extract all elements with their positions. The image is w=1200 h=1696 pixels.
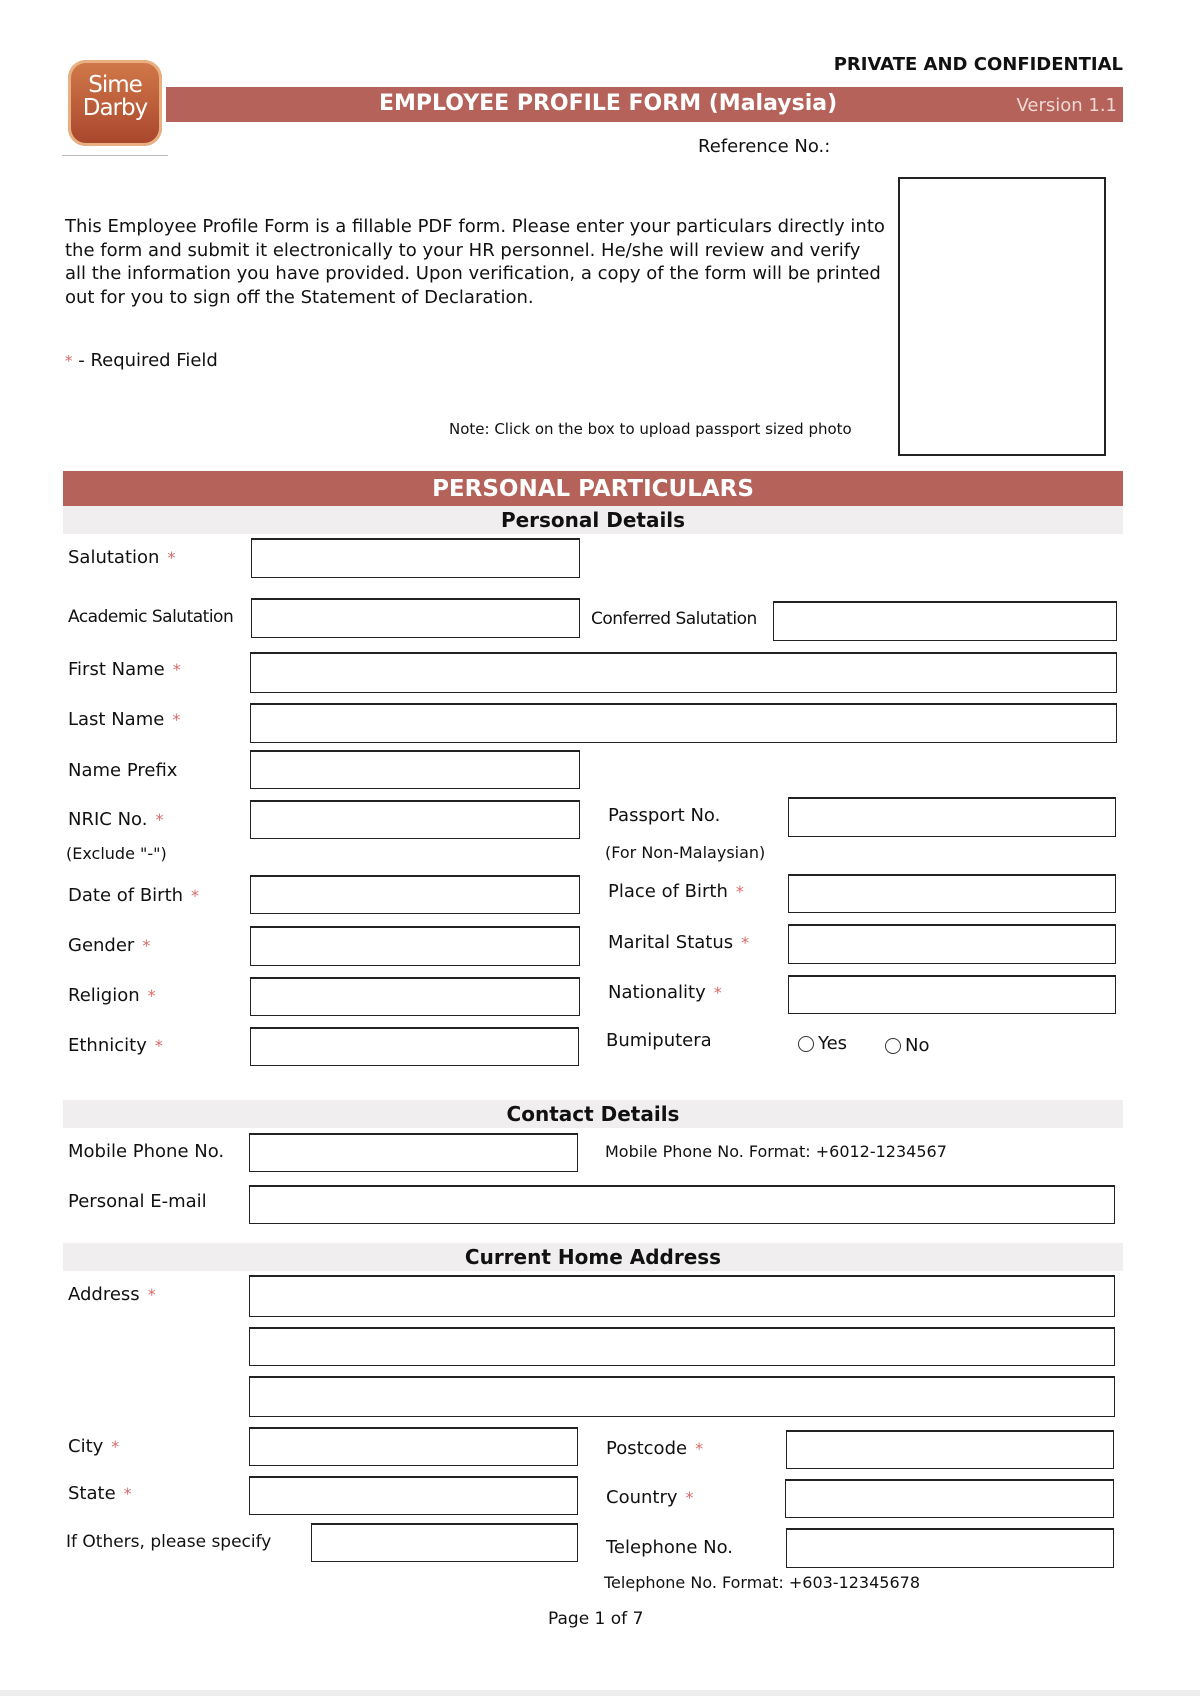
state-input[interactable] xyxy=(249,1476,578,1515)
section-title: PERSONAL PARTICULARS xyxy=(432,476,754,502)
page-number: Page 1 of 7 xyxy=(548,1609,644,1629)
reference-no-label: Reference No.: xyxy=(698,136,831,157)
others-input[interactable] xyxy=(311,1523,578,1562)
nationality-input[interactable] xyxy=(788,975,1116,1014)
bumiputera-yes-radio[interactable]: Yes xyxy=(798,1033,847,1054)
photo-note: Note: Click on the box to upload passport sized photo xyxy=(449,420,852,438)
nric-note: (Exclude "-") xyxy=(66,844,167,863)
first-name-input[interactable] xyxy=(250,652,1117,693)
intro-paragraph: This Employee Profile Form is a fillable PDF form. Please enter your particulars directly into the form and submit it electronically to your HR personnel. He/she will review and verify all the information you have provided. Upon verification, a copy of the form will be printed out for you to sign off the Statement of Declaration. xyxy=(65,216,885,308)
name-prefix-input[interactable] xyxy=(250,750,580,789)
state-label: State * xyxy=(68,1483,132,1504)
confidential-label: PRIVATE AND CONFIDENTIAL xyxy=(833,54,1123,75)
personal-particulars-bar xyxy=(63,471,1123,508)
religion-input[interactable] xyxy=(250,977,580,1016)
nationality-label: Nationality * xyxy=(608,982,722,1003)
passport-input[interactable] xyxy=(788,797,1116,837)
passport-note: (For Non-Malaysian) xyxy=(605,843,766,862)
ethnicity-label: Ethnicity * xyxy=(68,1035,163,1056)
country-input[interactable] xyxy=(785,1479,1114,1518)
conferred-salutation-label: Conferred Salutation xyxy=(591,609,757,629)
telephone-input[interactable] xyxy=(786,1528,1114,1568)
required-asterisk: * xyxy=(65,352,73,370)
mobile-input[interactable] xyxy=(249,1133,578,1172)
email-input[interactable] xyxy=(249,1185,1115,1224)
academic-salutation-label: Academic Salutation xyxy=(68,607,234,627)
postcode-input[interactable] xyxy=(786,1430,1114,1469)
page-bottom-edge xyxy=(0,1690,1200,1696)
sime-darby-logo xyxy=(68,60,162,146)
marital-status-input[interactable] xyxy=(788,924,1116,964)
gender-label: Gender * xyxy=(68,935,151,956)
radio-circle-icon xyxy=(885,1038,901,1054)
gender-input[interactable] xyxy=(250,926,580,966)
required-field-text: - Required Field xyxy=(78,350,218,371)
bumiputera-label: Bumiputera xyxy=(606,1030,712,1051)
nric-input[interactable] xyxy=(250,800,580,839)
version-label: Version 1.1 xyxy=(1016,95,1117,116)
passport-label: Passport No. xyxy=(608,805,721,826)
address-line-2-input[interactable] xyxy=(249,1327,1115,1366)
logo-text-darby: Darby xyxy=(82,95,148,121)
telephone-format-note: Telephone No. Format: +603-12345678 xyxy=(604,1573,921,1592)
email-label: Personal E-mail xyxy=(68,1191,207,1212)
home-address-header: Current Home Address xyxy=(63,1243,1123,1271)
form-title: EMPLOYEE PROFILE FORM (Malaysia) xyxy=(379,91,838,116)
salutation-label: Salutation * xyxy=(68,547,176,568)
personal-details-header: Personal Details xyxy=(63,506,1123,534)
address-label: Address * xyxy=(68,1284,156,1305)
address-line-3-input[interactable] xyxy=(249,1376,1115,1417)
place-of-birth-label: Place of Birth * xyxy=(608,881,744,902)
last-name-label: Last Name * xyxy=(68,709,181,730)
conferred-salutation-input[interactable] xyxy=(773,601,1117,641)
radio-circle-icon xyxy=(798,1036,814,1052)
city-label: City * xyxy=(68,1436,120,1457)
ethnicity-input[interactable] xyxy=(250,1027,579,1066)
last-name-input[interactable] xyxy=(250,703,1117,743)
logo-underline xyxy=(62,155,168,156)
city-input[interactable] xyxy=(249,1427,578,1466)
logo-text-sime: Sime xyxy=(88,72,142,98)
contact-details-header: Contact Details xyxy=(63,1100,1123,1128)
salutation-input[interactable] xyxy=(251,538,580,578)
required-field-legend xyxy=(65,350,218,372)
first-name-label: First Name * xyxy=(68,659,181,680)
address-line-1-input[interactable] xyxy=(249,1275,1115,1317)
mobile-format-note: Mobile Phone No. Format: +6012-1234567 xyxy=(605,1142,947,1161)
bumiputera-no-radio[interactable]: No xyxy=(885,1035,929,1056)
marital-status-label: Marital Status * xyxy=(608,932,750,953)
mobile-label: Mobile Phone No. xyxy=(68,1141,225,1162)
postcode-label: Postcode * xyxy=(606,1438,704,1459)
telephone-label: Telephone No. xyxy=(606,1537,734,1558)
nric-label: NRIC No. * xyxy=(68,809,164,830)
name-prefix-label: Name Prefix xyxy=(68,760,178,781)
form-title-bar xyxy=(166,87,1123,122)
place-of-birth-input[interactable] xyxy=(788,874,1116,913)
country-label: Country * xyxy=(606,1487,694,1508)
others-label: If Others, please specify xyxy=(66,1532,272,1552)
dob-input[interactable] xyxy=(250,875,580,914)
dob-label: Date of Birth * xyxy=(68,885,200,906)
religion-label: Religion * xyxy=(68,985,156,1006)
photo-upload-box[interactable] xyxy=(898,177,1106,456)
academic-salutation-input[interactable] xyxy=(251,598,580,638)
